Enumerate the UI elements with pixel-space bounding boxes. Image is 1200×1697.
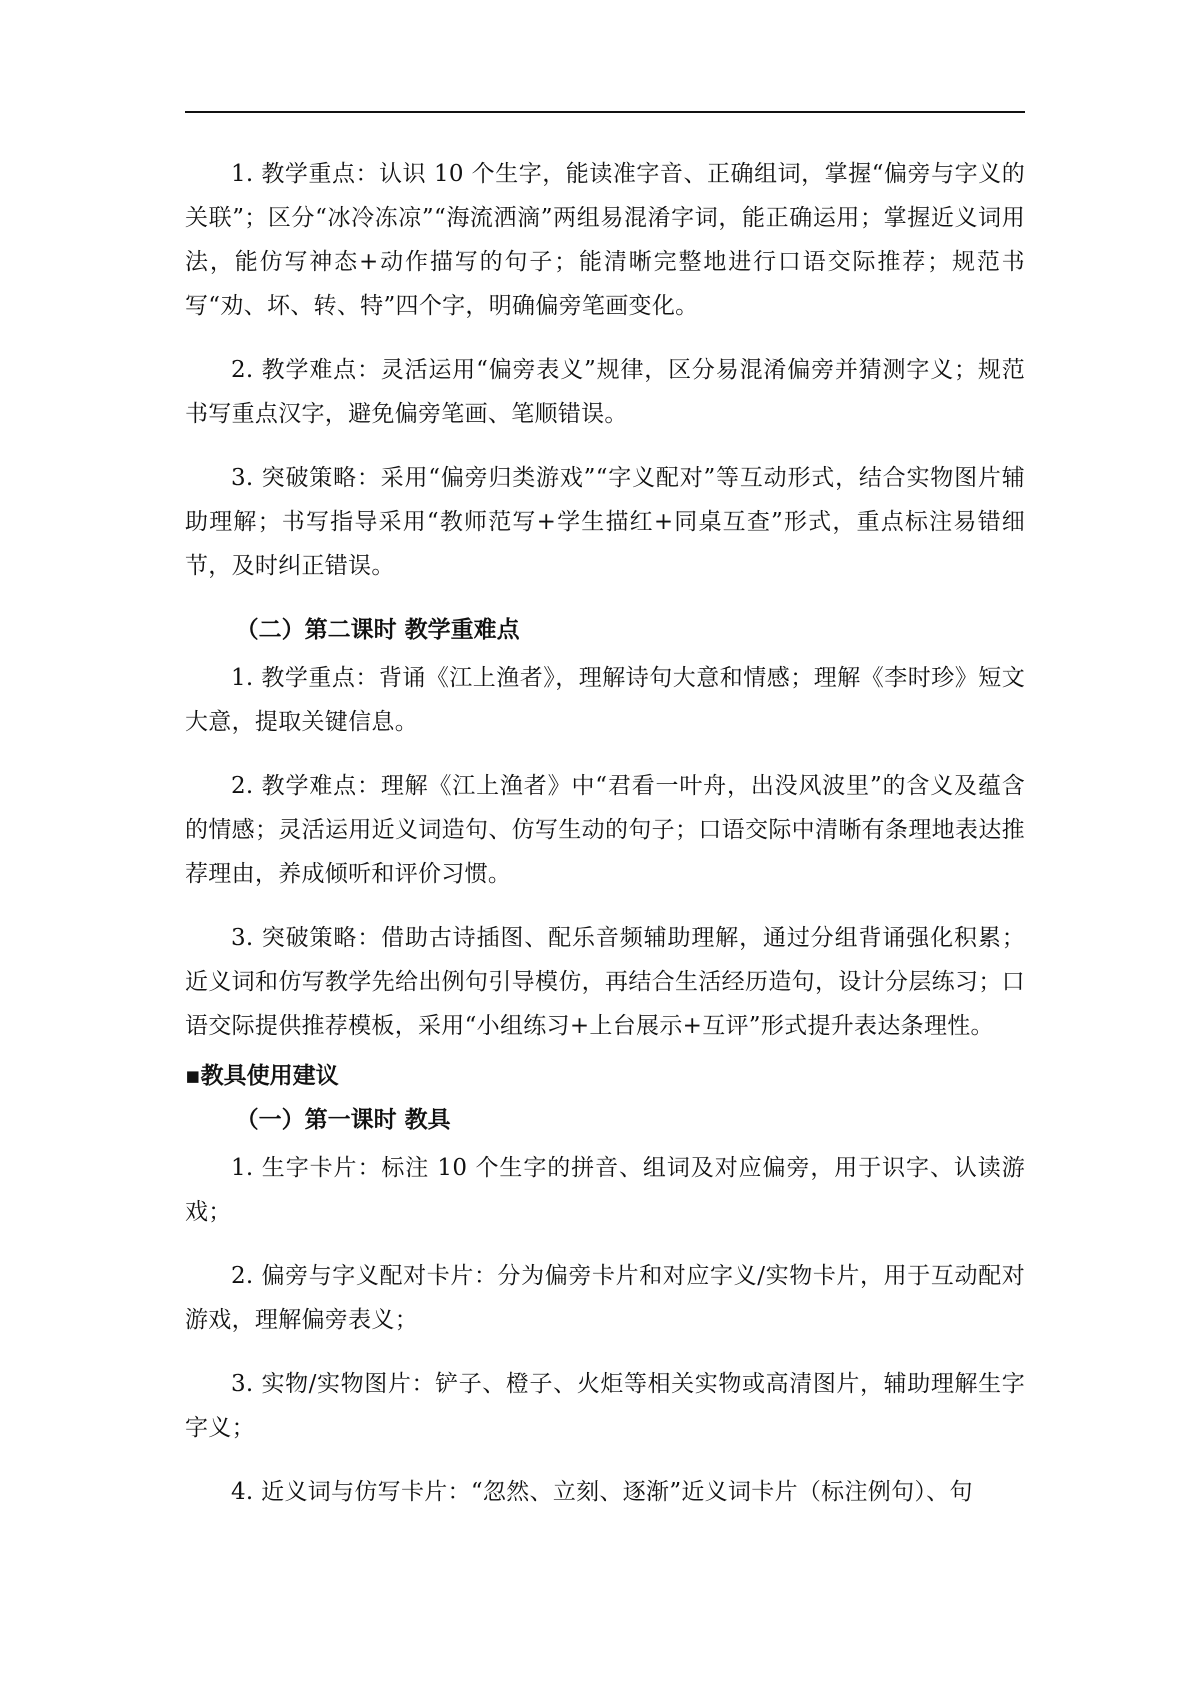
document-body [185, 152, 1025, 1534]
first-lesson-difficulties: 2. 教学难点：灵活运用“偏旁表义”规律，区分易混淆偏旁并猜测字义；规范书写重点汉字，避免偏旁笔画、笔顺错误。 [185, 357, 1025, 427]
second-lesson-strategy: 3. 突破策略：借助古诗插图、配乐音频辅助理解，通过分组背诵强化积累；近义词和仿写教学先给出例句引导模仿，再结合生活经历造句，设计分层练习；口语交际提供推荐模板，采用“小组练习+上台展示+互评”形式提升表达条理性。 [185, 925, 1025, 1039]
first-lesson-strategy: 3. 突破策略：采用“偏旁归类游戏”“字义配对”等互动形式，结合实物图片辅助理解；书写指导采用“教师范写+学生描红+同桌互查”形式，重点标注易错细节，及时纠正错误。 [185, 465, 1025, 579]
tools-first-lesson-heading: （一）第一课时 教具 [235, 1107, 451, 1133]
second-lesson-difficulties: 2. 教学难点：理解《江上渔者》中“君看一叶舟，出没风波里”的含义及蕴含的情感；灵活运用近义词造句、仿写生动的句子；口语交际中清晰有条理地表达推荐理由，养成倾听和评价习惯。 [185, 773, 1025, 887]
second-lesson-points [185, 656, 1025, 1048]
first-lesson-key-points: 1. 教学重点：认识 10 个生字，能读准字音、正确组词，掌握“偏旁与字义的关联”；区分“冰冷冻凉”“海流洒滴”两组易混淆字词，能正确运用；掌握近义词用法，能仿写神态+动作描写的句子；能清晰完整地进行口语交际推荐；规范书写“劝、坏、转、特”四个字，明确偏旁笔画变化。 [185, 161, 1025, 319]
tool-item-real-objects: 3. 实物/实物图片：铲子、橙子、火炬等相关实物或高清图片，辅助理解生字字义； [185, 1371, 1025, 1441]
tools-section-heading: ▪教具使用建议 [185, 1063, 339, 1089]
tools-list [185, 1146, 1025, 1514]
second-lesson-key-points: 1. 教学重点：背诵《江上渔者》，理解诗句大意和情感；理解《李时珍》短文大意，提取关键信息。 [185, 665, 1025, 735]
first-lesson-points [185, 152, 1025, 588]
tool-item-synonym-cards: 4. 近义词与仿写卡片：“忽然、立刻、逐渐”近义词卡片（标注例句）、句 [231, 1479, 973, 1505]
header-rule [185, 111, 1025, 113]
second-lesson-heading: （二）第二课时 教学重难点 [235, 617, 520, 643]
tool-item-word-cards: 1. 生字卡片：标注 10 个生字的拼音、组词及对应偏旁，用于识字、认读游戏； [185, 1155, 1025, 1225]
tool-item-radical-cards: 2. 偏旁与字义配对卡片：分为偏旁卡片和对应字义/实物卡片，用于互动配对游戏，理解偏旁表义； [185, 1263, 1025, 1333]
